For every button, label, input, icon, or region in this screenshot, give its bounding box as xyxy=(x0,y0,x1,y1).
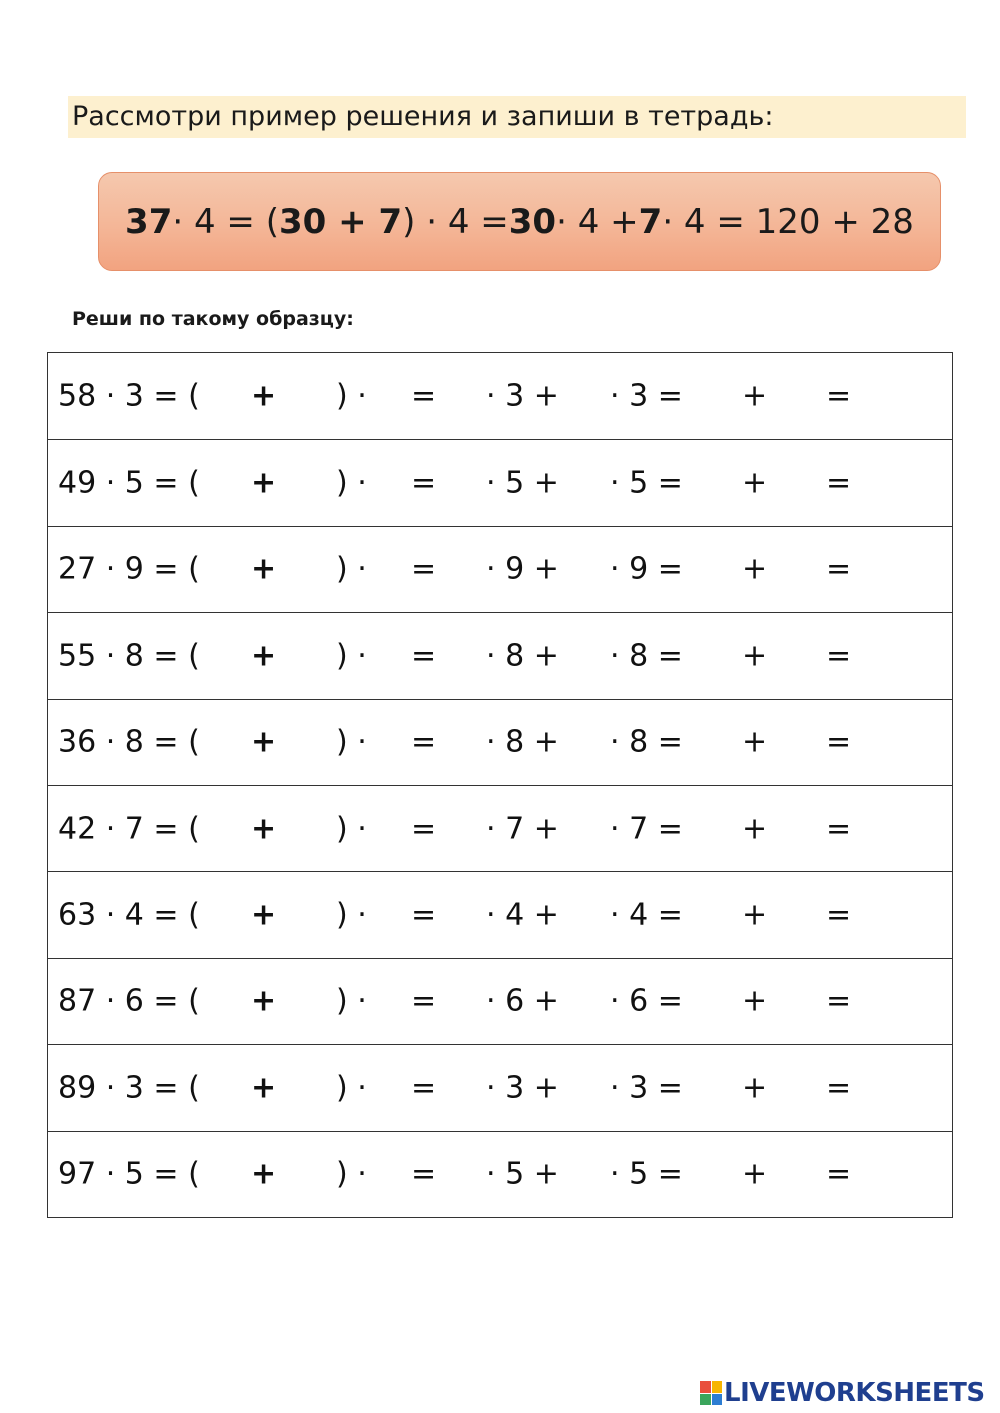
plus-sign: + xyxy=(251,1156,277,1192)
plus-sign: + xyxy=(742,551,768,587)
close-paren-times: ) · xyxy=(336,551,367,587)
times-equals: · 8 = xyxy=(610,638,683,674)
exercise-row xyxy=(48,958,952,1044)
row-expression: 42 · 7 = ( xyxy=(58,811,200,847)
equals-sign: = xyxy=(826,551,852,587)
times-plus: · 5 + xyxy=(486,1156,559,1192)
times-equals: · 5 = xyxy=(610,465,683,501)
plus-sign: + xyxy=(251,378,277,414)
times-plus: · 6 + xyxy=(486,983,559,1019)
row-expression: 97 · 5 = ( xyxy=(58,1156,200,1192)
example-units-bold: 7 xyxy=(638,201,663,242)
plus-sign: + xyxy=(251,638,277,674)
equals-sign: = xyxy=(826,465,852,501)
exercise-row xyxy=(48,1131,952,1217)
plus-sign: + xyxy=(251,811,277,847)
times-plus: · 3 + xyxy=(486,378,559,414)
times-equals: · 4 = xyxy=(610,897,683,933)
equals-sign: = xyxy=(826,638,852,674)
row-expression: 36 · 8 = ( xyxy=(58,724,200,760)
logo-square xyxy=(712,1381,723,1393)
plus-sign: + xyxy=(742,724,768,760)
plus-sign: + xyxy=(251,1070,277,1106)
equals-sign: = xyxy=(411,983,437,1019)
close-paren-times: ) · xyxy=(336,983,367,1019)
example-text: ) · 4 = xyxy=(402,201,509,242)
exercise-table xyxy=(47,352,953,1218)
times-plus: · 5 + xyxy=(486,465,559,501)
times-plus: · 8 + xyxy=(486,724,559,760)
times-plus: · 7 + xyxy=(486,811,559,847)
equals-sign: = xyxy=(826,378,852,414)
example-sum-bold: 30 + 7 xyxy=(279,201,403,242)
plus-sign: + xyxy=(742,378,768,414)
exercise-row xyxy=(48,612,952,698)
equals-sign: = xyxy=(826,811,852,847)
times-plus: · 4 + xyxy=(486,897,559,933)
row-expression: 87 · 6 = ( xyxy=(58,983,200,1019)
equals-sign: = xyxy=(826,1070,852,1106)
equals-sign: = xyxy=(826,897,852,933)
plus-sign: + xyxy=(251,465,277,501)
equals-sign: = xyxy=(411,638,437,674)
example-number-bold: 37 xyxy=(125,201,173,242)
logo-square xyxy=(700,1381,711,1393)
times-plus: · 3 + xyxy=(486,1070,559,1106)
times-equals: · 8 = xyxy=(610,724,683,760)
logo-square xyxy=(712,1394,723,1406)
equals-sign: = xyxy=(411,1070,437,1106)
example-solution-box xyxy=(98,172,941,271)
row-expression: 58 · 3 = ( xyxy=(58,378,200,414)
equals-sign: = xyxy=(411,465,437,501)
plus-sign: + xyxy=(742,811,768,847)
equals-sign: = xyxy=(411,811,437,847)
plus-sign: + xyxy=(742,1070,768,1106)
row-expression: 27 · 9 = ( xyxy=(58,551,200,587)
plus-sign: + xyxy=(742,465,768,501)
example-tens-bold: 30 xyxy=(508,201,557,242)
row-expression: 89 · 3 = ( xyxy=(58,1070,200,1106)
logo-square xyxy=(700,1394,711,1406)
equals-sign: = xyxy=(411,551,437,587)
exercise-row xyxy=(48,785,952,871)
plus-sign: + xyxy=(742,638,768,674)
equals-sign: = xyxy=(411,724,437,760)
example-text: · 4 = 120 + 28 xyxy=(662,201,914,242)
exercise-row xyxy=(48,353,952,439)
times-equals: · 7 = xyxy=(610,811,683,847)
times-plus: · 8 + xyxy=(486,638,559,674)
example-text: · 4 + xyxy=(556,201,639,242)
brand-watermark xyxy=(700,1378,985,1408)
equals-sign: = xyxy=(411,378,437,414)
exercise-row xyxy=(48,439,952,525)
plus-sign: + xyxy=(742,897,768,933)
exercise-row xyxy=(48,526,952,612)
plus-sign: + xyxy=(251,983,277,1019)
equals-sign: = xyxy=(826,1156,852,1192)
times-plus: · 9 + xyxy=(486,551,559,587)
equals-sign: = xyxy=(411,1156,437,1192)
times-equals: · 6 = xyxy=(610,983,683,1019)
close-paren-times: ) · xyxy=(336,378,367,414)
plus-sign: + xyxy=(742,983,768,1019)
close-paren-times: ) · xyxy=(336,638,367,674)
liveworksheets-logo-icon xyxy=(700,1381,722,1405)
close-paren-times: ) · xyxy=(336,1156,367,1192)
task-subtitle: Реши по такому образцу: xyxy=(72,308,354,330)
plus-sign: + xyxy=(742,1156,768,1192)
exercise-row xyxy=(48,1044,952,1130)
plus-sign: + xyxy=(251,724,277,760)
close-paren-times: ) · xyxy=(336,897,367,933)
close-paren-times: ) · xyxy=(336,724,367,760)
row-expression: 55 · 8 = ( xyxy=(58,638,200,674)
plus-sign: + xyxy=(251,551,277,587)
times-equals: · 3 = xyxy=(610,1070,683,1106)
plus-sign: + xyxy=(251,897,277,933)
row-expression: 63 · 4 = ( xyxy=(58,897,200,933)
close-paren-times: ) · xyxy=(336,1070,367,1106)
times-equals: · 5 = xyxy=(610,1156,683,1192)
equals-sign: = xyxy=(826,983,852,1019)
brand-name: LIVEWORKSHEETS xyxy=(724,1378,985,1408)
times-equals: · 3 = xyxy=(610,378,683,414)
close-paren-times: ) · xyxy=(336,811,367,847)
close-paren-times: ) · xyxy=(336,465,367,501)
equals-sign: = xyxy=(826,724,852,760)
exercise-row xyxy=(48,699,952,785)
example-text: · 4 = ( xyxy=(172,201,279,242)
times-equals: · 9 = xyxy=(610,551,683,587)
equals-sign: = xyxy=(411,897,437,933)
instruction-text: Рассмотри пример решения и запиши в тетрадь: xyxy=(68,96,966,138)
row-expression: 49 · 5 = ( xyxy=(58,465,200,501)
exercise-row xyxy=(48,871,952,957)
